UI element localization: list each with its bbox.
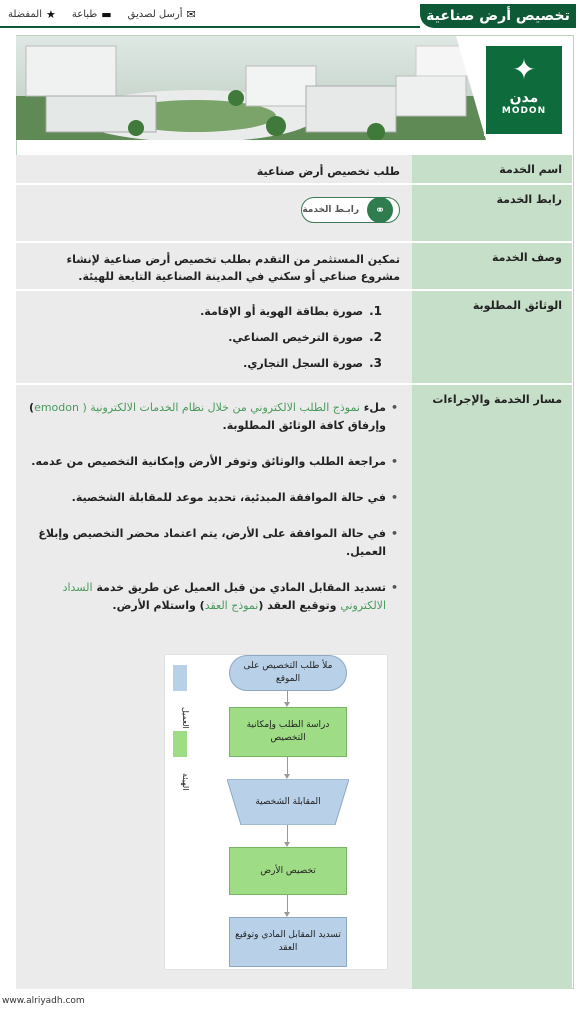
documents-value <box>16 291 412 385</box>
send-to-friend-label: أرسل لصديق <box>127 9 183 20</box>
list-item: 2.صورة الترخيص الصناعي. <box>228 330 382 344</box>
flow-arrow <box>287 825 288 843</box>
favorites-label: المفضلة <box>8 9 43 20</box>
service-link-button-label: رابـط الخدمة <box>302 204 359 215</box>
documents-row <box>16 289 572 385</box>
flow-step-interview: المقابلة الشخصية <box>255 796 321 807</box>
service-link-button[interactable] <box>301 197 400 223</box>
procedure-steps <box>28 399 400 615</box>
list-item: • تسديد المقابل المادي من قبل العميل عن طريق خدمة السداد الالكتروني وتوقيع العقد (نموذج العقد) واستلام الأرض. <box>28 579 386 615</box>
legend-authority-label: الهيئة <box>181 773 190 791</box>
favorites-link[interactable] <box>8 8 56 21</box>
flow-step-review: دراسة الطلب وإمكانية التخصيص <box>229 707 347 757</box>
legend-client-swatch <box>173 665 187 691</box>
legend-authority-swatch <box>173 731 187 757</box>
flow-step-allocate: تخصيص الأرض <box>229 847 347 895</box>
envelope-icon: ✉ <box>186 8 196 21</box>
procedure-label: مسار الخدمة والإجراءات <box>412 385 572 989</box>
service-name-value: طلب تخصيص أرض صناعية <box>16 155 412 183</box>
service-link-row <box>16 183 572 243</box>
list-item: • في حالة الموافقة على الأرض، يتم اعتماد محضر التخصيص وإبلاغ العميل. <box>28 525 386 561</box>
flow-step-apply: ملأ طلب التخصيص على الموقع <box>229 655 347 691</box>
service-description-label: وصف الخدمة <box>412 243 572 291</box>
send-to-friend-link[interactable] <box>128 8 196 21</box>
list-item: • مراجعة الطلب والوثائق وتوفر الأرض وإمكانية التخصيص من عدمه. <box>28 453 386 471</box>
e-payment-link[interactable]: السداد الالكتروني <box>62 581 386 612</box>
modon-logo: ✦ مدن MODON <box>484 44 564 136</box>
header-banner <box>16 36 572 140</box>
print-label: طباعة <box>71 9 98 20</box>
service-link-label: رابط الخدمة <box>412 185 572 243</box>
service-description-row <box>16 241 572 291</box>
list-item: • ملء نموذج الطلب الالكتروني من خلال نظام الخدمات الالكترونية ( emodon) وإرفاق كافة الوثائق المطلوبة. <box>28 399 386 435</box>
e-services-link[interactable]: نموذج الطلب الالكتروني من خلال نظام الخدمات الالكترونية ( emodon <box>34 401 360 414</box>
legend-client-label: العميل <box>181 707 190 729</box>
star-icon: ★ <box>46 8 56 21</box>
flow-step-payment: تسديد المقابل المادي وتوقيع العقد <box>229 917 347 967</box>
service-description-value: تمكين المستثمر من التقدم بطلب تخصيص أرض صناعية لإنشاء مشروع صناعي أو سكني في المدينة الصناعية التابعة للهيئة. <box>16 243 412 291</box>
link-chain-icon: ⚭ <box>367 197 393 223</box>
service-name-row <box>16 155 572 183</box>
flow-arrow <box>287 691 288 703</box>
printer-icon: ▬ <box>101 8 112 21</box>
print-link[interactable] <box>72 8 112 21</box>
top-bar <box>0 0 580 30</box>
list-item: 1.صورة بطاقة الهوية أو الإقامة. <box>200 304 382 318</box>
documents-list <box>28 303 382 372</box>
page-title: تخصيص أرض صناعية <box>420 4 576 28</box>
documents-label: الوثائق المطلوبة <box>412 291 572 385</box>
list-item: 3.صورة السجل التجاري. <box>243 356 382 370</box>
flow-arrow <box>287 895 288 913</box>
source-watermark: www.alriyadh.com <box>2 996 85 1006</box>
page-actions <box>8 8 196 21</box>
service-link-value <box>16 185 412 243</box>
title-underline <box>0 26 420 28</box>
contract-form-link[interactable]: نموذج العقد <box>204 599 259 612</box>
process-flowchart <box>164 654 388 970</box>
flow-arrow <box>287 757 288 775</box>
list-item: • في حالة الموافقة المبدئية، تحديد موعد للمقابلة الشخصية. <box>28 489 386 507</box>
service-name-label: اسم الخدمة <box>412 155 572 183</box>
palm-emblem-icon: ✦ <box>512 53 536 86</box>
